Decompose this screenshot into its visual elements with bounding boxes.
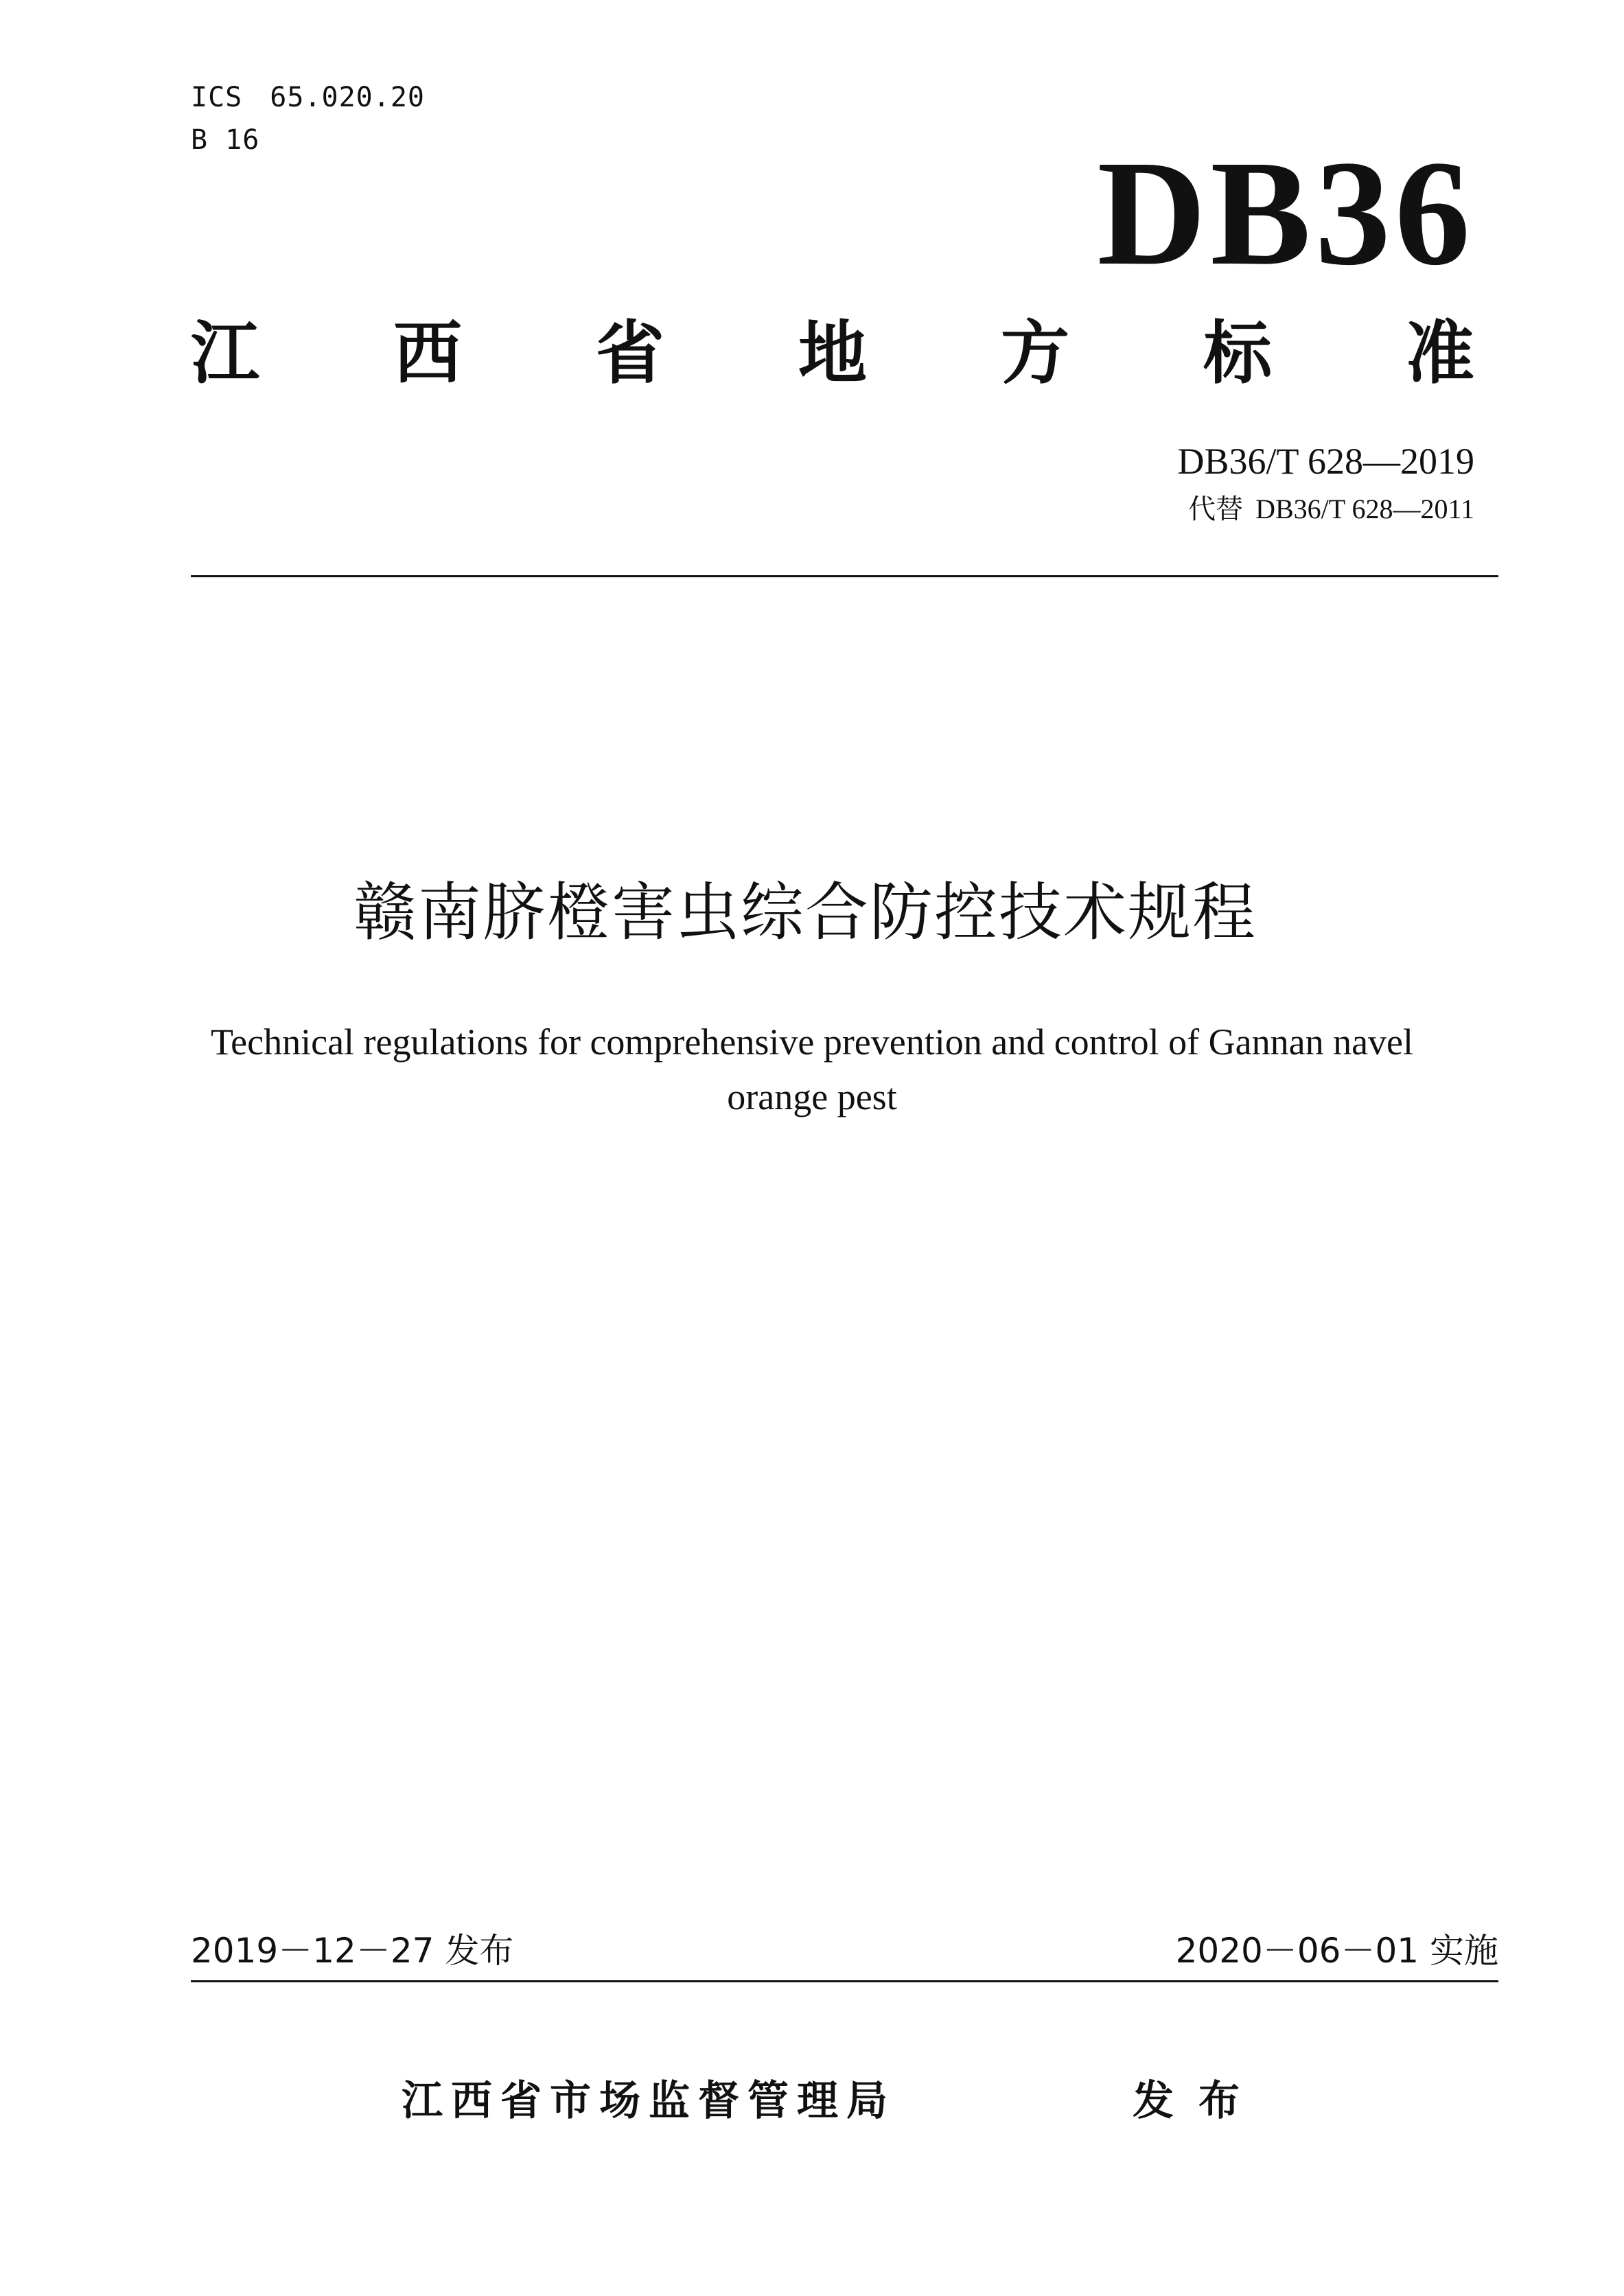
header-divider: [191, 575, 1498, 577]
standard-type-heading: [191, 312, 1474, 395]
replaces-number: DB36/T 628—2011: [1255, 494, 1474, 524]
standard-type-char: 方: [1001, 313, 1069, 393]
standard-number: DB36/T 628—2019: [1177, 441, 1474, 482]
standard-logo: DB36: [1097, 129, 1474, 297]
document-title-english: [0, 1014, 1624, 1124]
standard-type-char: 准: [1406, 313, 1474, 393]
ics-classification: [191, 81, 425, 114]
document-title-chinese: 赣南脐橙害虫综合防控技术规程: [353, 876, 1257, 949]
standard-type-char: 地: [798, 313, 867, 393]
standard-type-char: 西: [393, 313, 462, 393]
issuing-authority: 江西省市场监督管理局: [402, 2077, 896, 2125]
standard-type-char: 江: [191, 313, 259, 393]
implementation-date: 2020－06－01 实施: [1175, 1931, 1498, 1971]
replaces-label: 代替: [1188, 494, 1244, 524]
footer-divider: [191, 1980, 1498, 1982]
english-title-line: orange pest: [727, 1076, 897, 1117]
ccs-classification: B 16: [191, 124, 260, 156]
standard-type-char: 标: [1203, 313, 1272, 393]
standard-type-char: 省: [596, 313, 664, 393]
replaces-standard: [1188, 493, 1474, 526]
issue-date: 2019－12－27 发布: [191, 1931, 514, 1971]
english-title-line: Technical regulations for comprehensive prevention and control of Gannan navel: [210, 1021, 1414, 1063]
ics-label: ICS: [191, 82, 243, 113]
ics-code: 65.020.20: [270, 82, 425, 113]
publish-label: 发布: [1133, 2077, 1264, 2125]
